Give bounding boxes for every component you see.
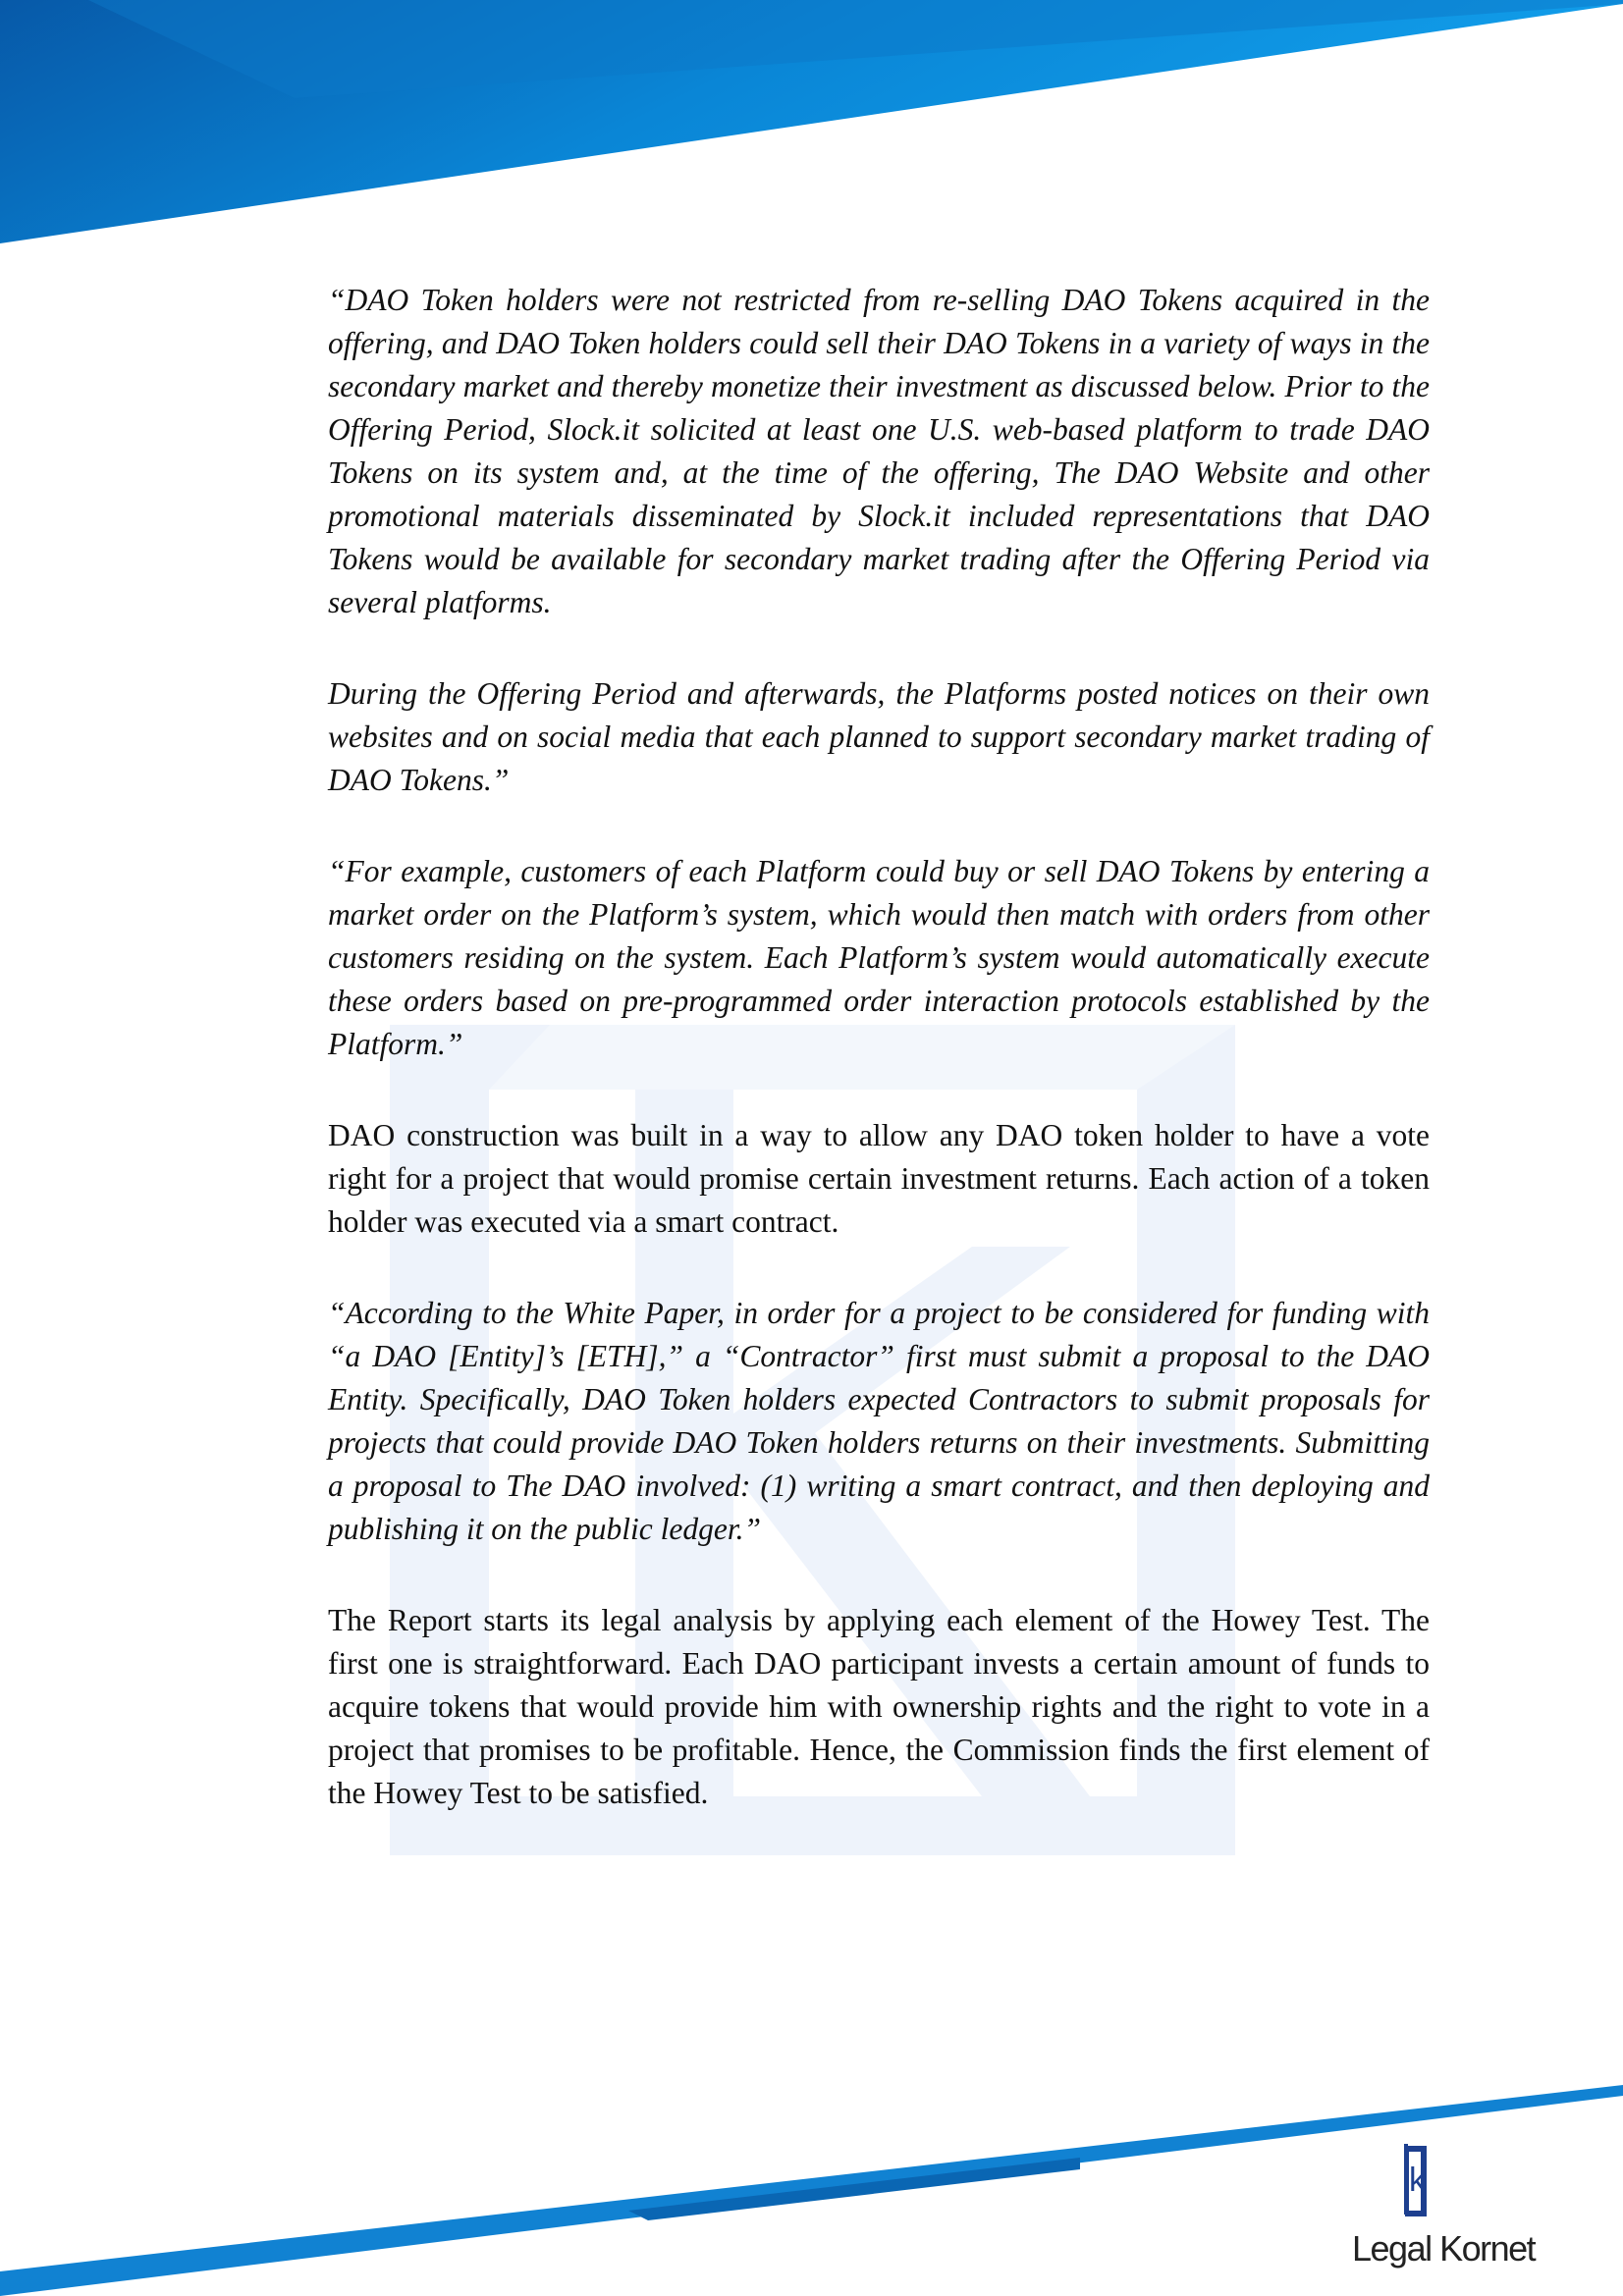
quote-paragraph: During the Offering Period and afterwards, the Platforms posted notices on their own websites and on social media that each planned to support secondary market trading of DAO Tokens.”: [328, 676, 1430, 797]
logo-letter: k: [1409, 2162, 1426, 2199]
body-paragraph: The Report starts its legal analysis by applying each element of the Howey Test. The first one is straightforward. Each DAO participant invests a certain amount of funds to acquire tokens that would provide him with ownership rights and the right to vote in a project that promises to be profitable. Hence, the Commission finds the first element of the Howey Test to be satisfied.: [328, 1603, 1430, 1810]
quote-paragraph: “According to the White Paper, in order for a project to be considered for funding with “a DAO [Entity]’s [ETH],” a “Contractor” first must submit a proposal to the DAO Entity. Specifically, DAO Token holders expected Contractors to submit proposals for projects that could provide DAO Token holders returns on their investments. Submitting a proposal to The DAO involved: (1) writing a smart contract, and then deploying and publishing it on the public ledger.”: [328, 1296, 1430, 1546]
legal-kornet-logo-icon: [1352, 2140, 1548, 2228]
body-paragraph: DAO construction was built in a way to allow any DAO token holder to have a vote right for a project that would promise certain investment returns. Each action of a token holder was executed via a smart contract.: [328, 1118, 1430, 1239]
quote-paragraph: “For example, customers of each Platform could buy or sell DAO Tokens by entering a market order on the Platform’s system, which would then match with orders from other customers residing on the system. Each Platform’s system would automatically execute these orders based on pre-programmed order interaction protocols established by the Platform.”: [328, 854, 1430, 1061]
brand-name: Legal Kornet: [1352, 2228, 1536, 2269]
quote-paragraph: “DAO Token holders were not restricted from re-selling DAO Tokens acquired in the offering, and DAO Token holders could sell their DAO Tokens in a variety of ways in the secondary market and thereby monetize their investment as discussed below. Prior to the Offering Period, Slock.it solicited at least one U.S. web-based platform to trade DAO Tokens on its system and, at the time of the offering, The DAO Website and other promotional materials disseminated by Slock.it included representations that DAO Tokens would be available for secondary market trading after the Offering Period via several platforms.: [328, 283, 1430, 619]
document-body: [328, 279, 1430, 1863]
header-banner: [0, 0, 1623, 243]
